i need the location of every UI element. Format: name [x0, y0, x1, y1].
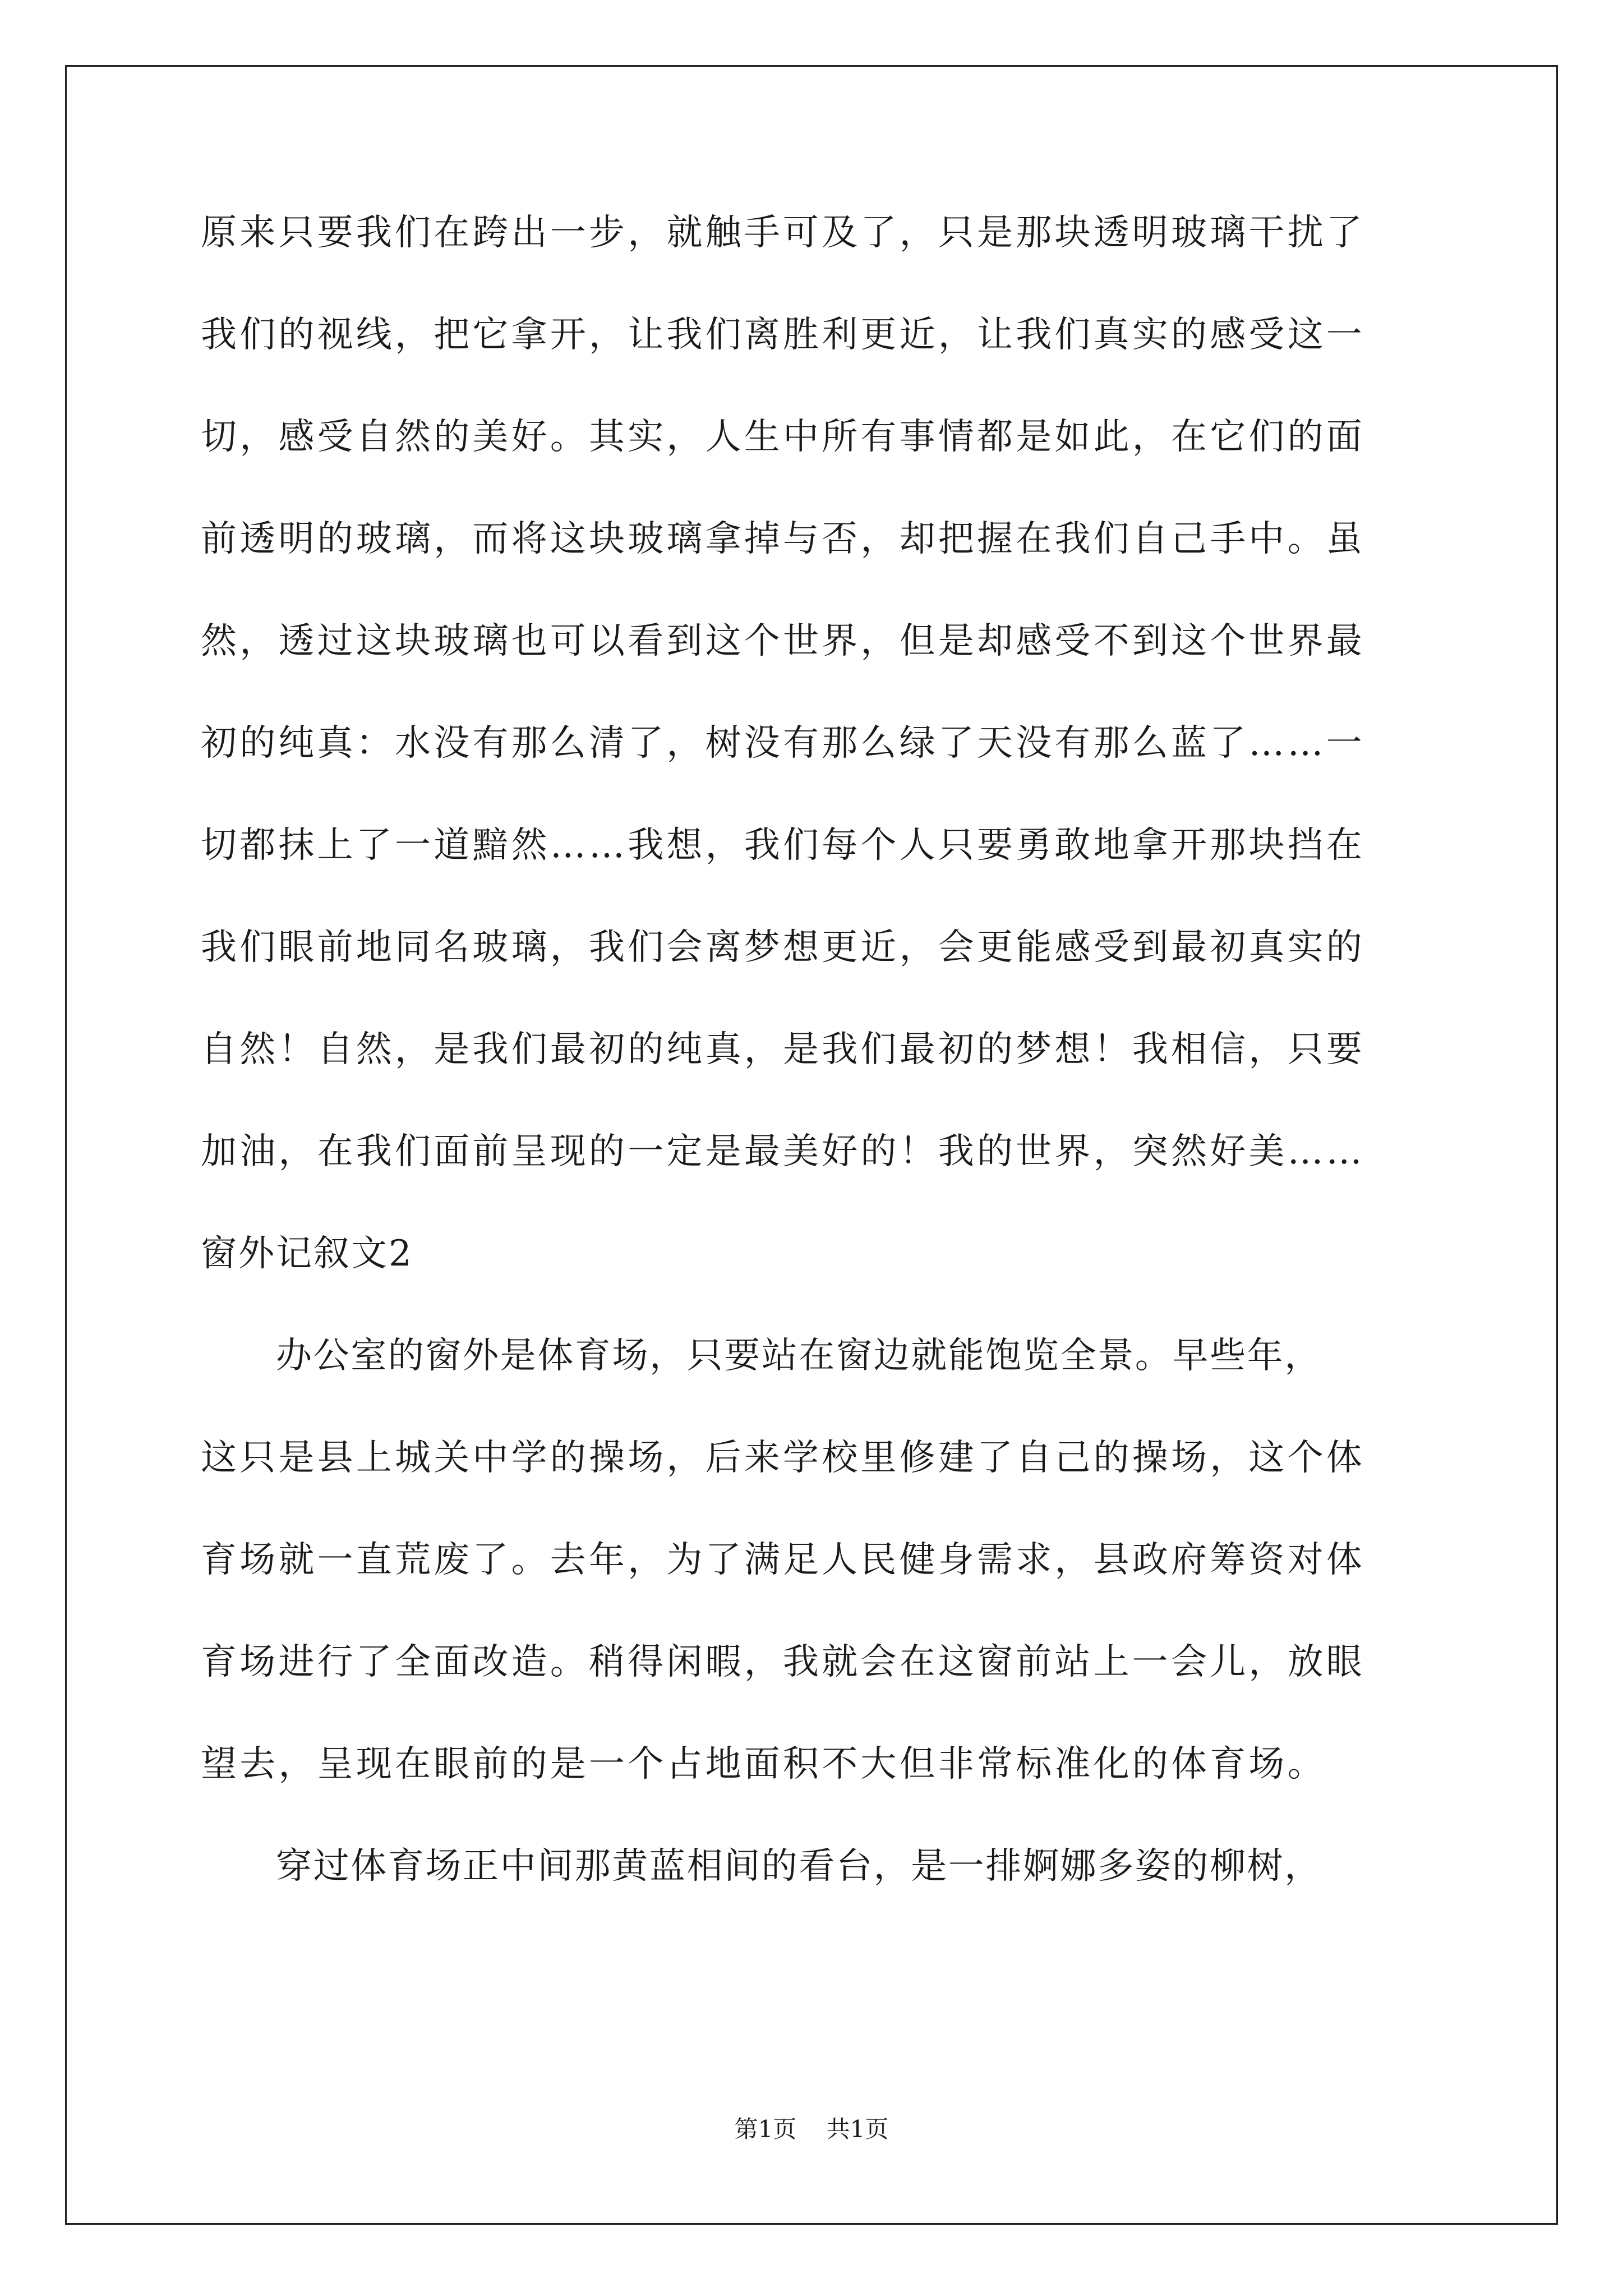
body-line: 育场进行了全面改造。稍得闲暇，我就会在这窗前站上一会儿，放眼	[201, 1641, 1365, 1683]
body-line: 我们的视线，把它拿开，让我们离胜利更近，让我们真实的感受这一	[201, 314, 1365, 356]
body-line: 原来只要我们在跨出一步，就触手可及了，只是那块透明玻璃干扰了	[201, 212, 1365, 254]
body-line: 自然！自然，是我们最初的纯真，是我们最初的梦想！我相信，只要	[201, 1029, 1365, 1070]
page-number-current: 第1页	[734, 2115, 797, 2143]
document-body	[201, 212, 1429, 1950]
body-line: 加油，在我们面前呈现的一定是最美好的！我的世界，突然好美……	[201, 1131, 1365, 1172]
body-line: 前透明的玻璃，而将这块玻璃拿掉与否，却把握在我们自己手中。虽	[201, 518, 1365, 560]
page-number-total: 共1页	[826, 2115, 889, 2143]
body-line: 这只是县上城关中学的操场，后来学校里修建了自己的操场，这个体	[201, 1437, 1365, 1479]
body-line: 切都抹上了一道黯然……我想，我们每个人只要勇敢地拿开那块挡在	[201, 825, 1365, 866]
body-line: 切，感受自然的美好。其实，人生中所有事情都是如此，在它们的面	[201, 416, 1365, 458]
body-line: 初的纯真：水没有那么清了，树没有那么绿了天没有那么蓝了……一	[201, 723, 1365, 764]
paragraph-first-line: 穿过体育场正中间那黄蓝相间的看台，是一排婀娜多姿的柳树，	[276, 1846, 1322, 1887]
body-line: 然，透过这块玻璃也可以看到这个世界，但是却感受不到这个世界最	[201, 620, 1365, 662]
page-footer	[0, 2115, 1623, 2143]
body-line: 育场就一直荒废了。去年，为了满足人民健身需求，县政府筹资对体	[201, 1539, 1365, 1581]
body-line: 望去，呈现在眼前的是一个占地面积不大但非常标准化的体育场。	[201, 1743, 1326, 1785]
paragraph-first-line: 办公室的窗外是体育场，只要站在窗边就能饱览全景。早些年，	[276, 1335, 1322, 1377]
section-heading: 窗外记叙文2	[201, 1233, 413, 1274]
body-line: 我们眼前地同名玻璃，我们会离梦想更近，会更能感受到最初真实的	[201, 927, 1365, 968]
